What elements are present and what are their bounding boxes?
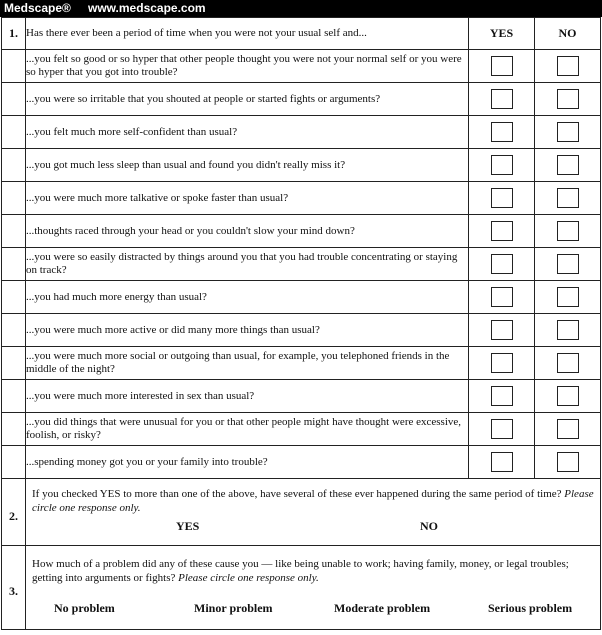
question-2-row: [2, 479, 601, 546]
item-text: ...you were so easily distracted by things around you that you had trouble concentrating or staying on track?: [26, 248, 469, 281]
yes-cell: [469, 182, 535, 215]
option-no[interactable]: NO: [420, 519, 438, 533]
no-checkbox[interactable]: [557, 89, 579, 109]
item-number-cell: [2, 347, 26, 380]
question-number: 1.: [2, 18, 26, 50]
yes-cell: [469, 116, 535, 149]
item-text: ...thoughts raced through your head or you couldn't slow your mind down?: [26, 215, 469, 248]
no-cell: [535, 83, 601, 116]
item-number-cell: [2, 50, 26, 83]
question-3-options: [26, 597, 600, 619]
item-text: ...you felt much more self-confident than usual?: [26, 116, 469, 149]
no-checkbox[interactable]: [557, 155, 579, 175]
yes-cell: [469, 83, 535, 116]
option-serious-problem[interactable]: Serious problem: [488, 600, 573, 615]
site-url[interactable]: www.medscape.com: [88, 1, 206, 15]
no-checkbox[interactable]: [557, 386, 579, 406]
no-checkbox[interactable]: [557, 254, 579, 274]
question-1-prompt: Has there ever been a period of time when you were not your usual self and...: [26, 18, 469, 50]
no-column-header: NO: [535, 18, 601, 50]
yes-cell: [469, 50, 535, 83]
item-number-cell: [2, 248, 26, 281]
header-bar: [0, 0, 602, 17]
no-cell: [535, 116, 601, 149]
yes-checkbox[interactable]: [491, 56, 513, 76]
item-text: ...you were much more interested in sex than usual?: [26, 380, 469, 413]
item-text: ...you got much less sleep than usual and found you didn't really miss it?: [26, 149, 469, 182]
no-cell: [535, 248, 601, 281]
no-cell: [535, 347, 601, 380]
question-3-text: How much of a problem did any of these cause you — like being unable to work; having family, money, or legal troubles; getting into arguments or fights?: [32, 557, 569, 584]
brand-name: Medscape®: [4, 1, 71, 15]
question-2-options: [26, 515, 600, 537]
item-number-cell: [2, 281, 26, 314]
no-checkbox[interactable]: [557, 56, 579, 76]
item-text: ...you were much more talkative or spoke faster than usual?: [26, 182, 469, 215]
item-text: ...you had much more energy than usual?: [26, 281, 469, 314]
question-number: 2.: [2, 479, 26, 546]
question-1-item-row: [2, 149, 601, 182]
option-moderate-problem[interactable]: Moderate problem: [334, 600, 431, 615]
question-1-item-row: [2, 116, 601, 149]
question-1-item-row: [2, 413, 601, 446]
item-text: ...you did things that were unusual for you or that other people might have thought were excessive, foolish, or risky?: [26, 413, 469, 446]
item-number-cell: [2, 215, 26, 248]
yes-checkbox[interactable]: [491, 320, 513, 340]
no-checkbox[interactable]: [557, 320, 579, 340]
question-1-item-row: [2, 281, 601, 314]
question-number: 3.: [2, 546, 26, 630]
yes-checkbox[interactable]: [491, 89, 513, 109]
question-2-instruction: Please circle one response only.: [32, 488, 594, 514]
no-cell: [535, 50, 601, 83]
yes-checkbox[interactable]: [491, 254, 513, 274]
no-cell: [535, 314, 601, 347]
questionnaire-table: [1, 17, 601, 630]
question-1-item-row: [2, 446, 601, 479]
no-checkbox[interactable]: [557, 122, 579, 142]
no-cell: [535, 413, 601, 446]
option-no-problem[interactable]: No problem: [54, 600, 115, 615]
no-cell: [535, 380, 601, 413]
question-3-cell: [26, 546, 601, 630]
item-text: ...you were much more social or outgoing than usual, for example, you telephoned friends in the middle of the night?: [26, 347, 469, 380]
yes-cell: [469, 215, 535, 248]
option-minor-problem[interactable]: Minor problem: [194, 600, 273, 615]
yes-checkbox[interactable]: [491, 386, 513, 406]
question-1-item-row: [2, 380, 601, 413]
yes-checkbox[interactable]: [491, 221, 513, 241]
item-text: ...spending money got you or your family into trouble?: [26, 446, 469, 479]
item-number-cell: [2, 83, 26, 116]
yes-cell: [469, 380, 535, 413]
question-1-item-row: [2, 215, 601, 248]
yes-cell: [469, 248, 535, 281]
question-1-item-row: [2, 314, 601, 347]
item-number-cell: [2, 446, 26, 479]
no-cell: [535, 215, 601, 248]
question-3-row: [2, 546, 601, 630]
question-1-header-row: [2, 18, 601, 50]
yes-cell: [469, 281, 535, 314]
no-checkbox[interactable]: [557, 419, 579, 439]
yes-cell: [469, 446, 535, 479]
question-1-item-row: [2, 182, 601, 215]
no-checkbox[interactable]: [557, 452, 579, 472]
no-cell: [535, 182, 601, 215]
no-cell: [535, 149, 601, 182]
question-2-cell: [26, 479, 601, 546]
item-number-cell: [2, 413, 26, 446]
yes-cell: [469, 149, 535, 182]
question-2-prompt: [26, 487, 600, 515]
no-cell: [535, 281, 601, 314]
item-number-cell: [2, 116, 26, 149]
yes-column-header: YES: [469, 18, 535, 50]
yes-checkbox[interactable]: [491, 452, 513, 472]
item-number-cell: [2, 182, 26, 215]
item-number-cell: [2, 149, 26, 182]
no-checkbox[interactable]: [557, 287, 579, 307]
no-checkbox[interactable]: [557, 353, 579, 373]
option-yes[interactable]: YES: [176, 519, 200, 533]
no-cell: [535, 446, 601, 479]
question-1-item-row: [2, 347, 601, 380]
yes-checkbox[interactable]: [491, 419, 513, 439]
yes-checkbox[interactable]: [491, 188, 513, 208]
yes-cell: [469, 347, 535, 380]
question-3-prompt: [26, 557, 600, 585]
question-2-text: If you checked YES to more than one of the above, have several of these ever happened during the same period of time?: [32, 488, 562, 500]
yes-checkbox[interactable]: [491, 287, 513, 307]
question-1-item-row: [2, 83, 601, 116]
yes-cell: [469, 314, 535, 347]
no-checkbox[interactable]: [557, 188, 579, 208]
item-number-cell: [2, 314, 26, 347]
item-text: ...you were so irritable that you shouted at people or started fights or arguments?: [26, 83, 469, 116]
item-number-cell: [2, 380, 26, 413]
yes-checkbox[interactable]: [491, 122, 513, 142]
question-3-instruction: Please circle one response only.: [178, 571, 319, 584]
yes-checkbox[interactable]: [491, 353, 513, 373]
no-checkbox[interactable]: [557, 221, 579, 241]
item-text: ...you felt so good or so hyper that other people thought you were not your normal self or you were so hyper that you got into trouble?: [26, 50, 469, 83]
item-text: ...you were much more active or did many more things than usual?: [26, 314, 469, 347]
yes-cell: [469, 413, 535, 446]
question-1-item-row: [2, 50, 601, 83]
yes-checkbox[interactable]: [491, 155, 513, 175]
question-1-item-row: [2, 248, 601, 281]
